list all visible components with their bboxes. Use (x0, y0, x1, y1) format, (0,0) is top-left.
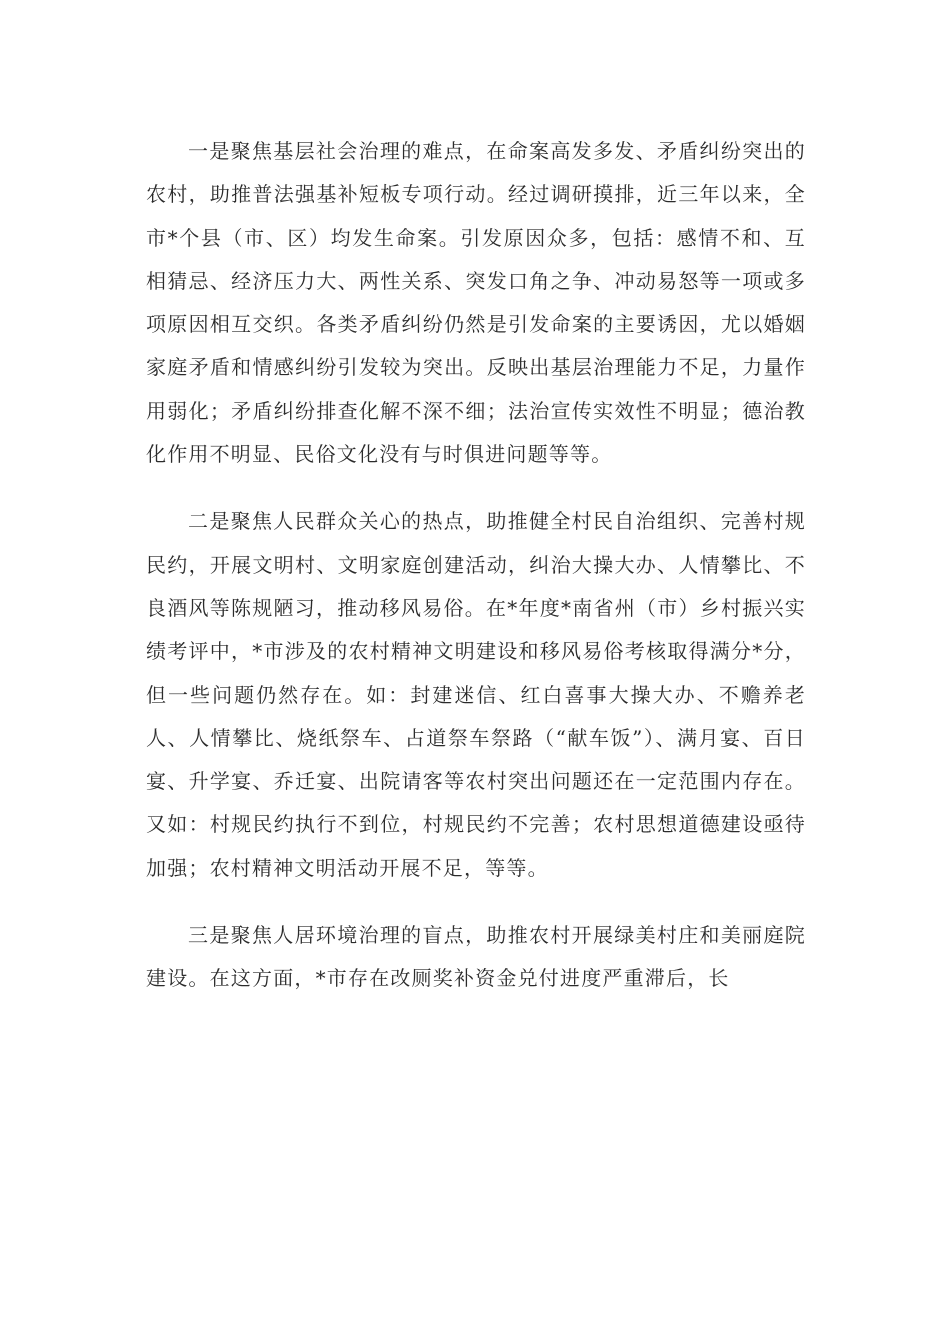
paragraph-three: 三是聚焦人居环境治理的盲点，助推农村开展绿美村庄和美丽庭院建设。在这方面，*市存在改厕奖补资金兑付进度严重滞后，长 (146, 923, 806, 991)
paragraph-one: 一是聚焦基层社会治理的难点，在命案高发多发、矛盾纠纷突出的农村，助推普法强基补短板专项行动。经过调研摸排，近三年以来，全市*个县（市、区）均发生命案。引发原因众多，包括：感情不和、互相猜忌、经济压力大、两性关系、突发口角之争、冲动易怒等一项或多项原因相互交织。各类矛盾纠纷仍然是引发命案的主要诱因，尤以婚姻家庭矛盾和情感纠纷引发较为突出。反映出基层治理能力不足，力量作用弱化；矛盾纠纷排查化解不深不细；法治宣传实效性不明显；德治教化作用不明显、民俗文化没有与时俱进问题等等。 (146, 139, 806, 467)
document-body (146, 130, 806, 1025)
paragraph-two: 二是聚焦人民群众关心的热点，助推健全村民自治组织、完善村规民约，开展文明村、文明家庭创建活动，纠治大操大办、人情攀比、不良酒风等陈规陋习，推动移风易俗。在*年度*南省州（市）乡村振兴实绩考评中，*市涉及的农村精神文明建设和移风易俗考核取得满分*分，但一些问题仍然存在。如：封建迷信、红白喜事大操大办、不赡养老人、人情攀比、烧纸祭车、占道祭车祭路（“献车饭”）、满月宴、百日宴、升学宴、乔迁宴、出院请客等农村突出问题还在一定范围内存在。又如：村规民约执行不到位，村规民约不完善；农村思想道德建设亟待加强；农村精神文明活动开展不足，等等。 (146, 509, 806, 880)
